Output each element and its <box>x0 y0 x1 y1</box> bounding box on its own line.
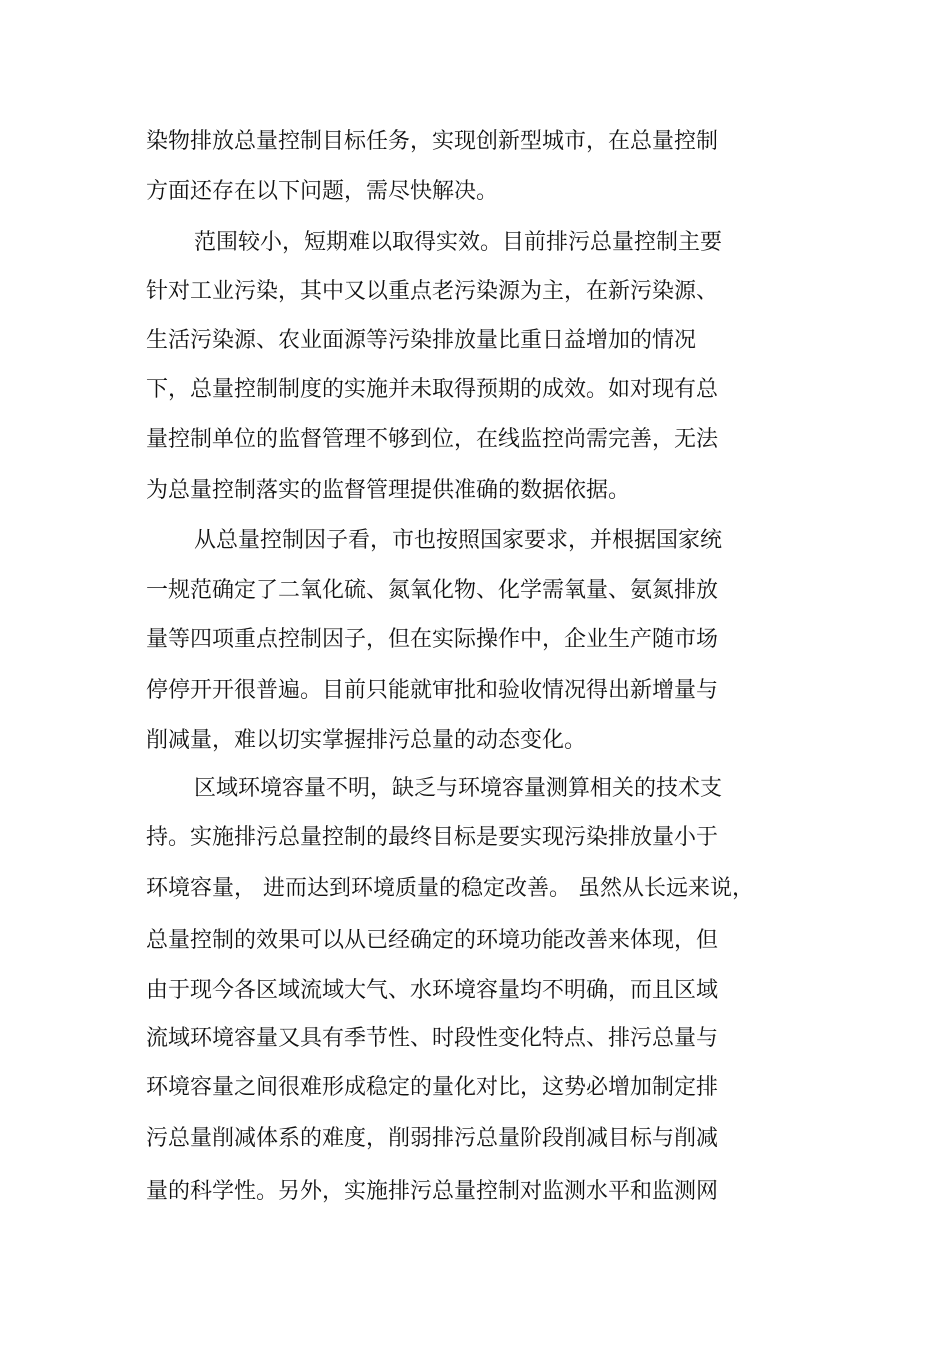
text-line: 方面还存在以下问题，需尽快解决。 <box>146 179 499 204</box>
text-line: 针对工业污染，其中又以重点老污染源为主，在新污染源、 <box>146 279 719 304</box>
text-line: 停停开开很普遍。目前只能就审批和验收情况得出新增量与 <box>146 678 719 703</box>
text-line: 污总量削减体系的难度，削弱排污总量阶段削减目标与削减 <box>146 1126 719 1151</box>
text-line: 环境容量， 进而达到环境质量的稳定改善。 虽然从长远来说， <box>146 876 754 901</box>
text-line: 一规范确定了二氧化硫、氮氧化物、化学需氧量、氨氮排放 <box>146 578 719 603</box>
text-line: 生活污染源、农业面源等污染排放量比重日益增加的情况 <box>146 328 697 353</box>
text-line: 下，总量控制制度的实施并未取得预期的成效。如对现有总 <box>146 377 719 402</box>
text-line: 环境容量之间很难形成稳定的量化对比，这势必增加制定排 <box>146 1075 719 1100</box>
text-line: 从总量控制因子看，市也按照国家要求，并根据国家统 <box>194 528 723 553</box>
text-line: 范围较小，短期难以取得实效。目前排污总量控制主要 <box>194 230 723 255</box>
text-line: 削减量，难以切实掌握排污总量的动态变化。 <box>146 728 587 753</box>
text-line: 量的科学性。另外，实施排污总量控制对监测水平和监测网 <box>146 1179 719 1204</box>
text-line: 总量控制的效果可以从已经确定的环境功能改善来体现，但 <box>146 928 719 953</box>
text-line: 染物排放总量控制目标任务，实现创新型城市，在总量控制 <box>146 129 719 154</box>
text-line: 量等四项重点控制因子，但在实际操作中，企业生产随市场 <box>146 627 719 652</box>
text-line: 为总量控制落实的监督管理提供准确的数据依据。 <box>146 478 631 503</box>
text-line: 由于现今各区域流域大气、水环境容量均不明确，而且区域 <box>146 978 719 1003</box>
text-line: 区域环境容量不明，缺乏与环境容量测算相关的技术支 <box>194 776 723 801</box>
text-line: 流域环境容量又具有季节性、时段性变化特点、排污总量与 <box>146 1026 719 1051</box>
text-line: 量控制单位的监督管理不够到位，在线监控尚需完善，无法 <box>146 427 719 452</box>
text-line: 持。实施排污总量控制的最终目标是要实现污染排放量小于 <box>146 825 719 850</box>
